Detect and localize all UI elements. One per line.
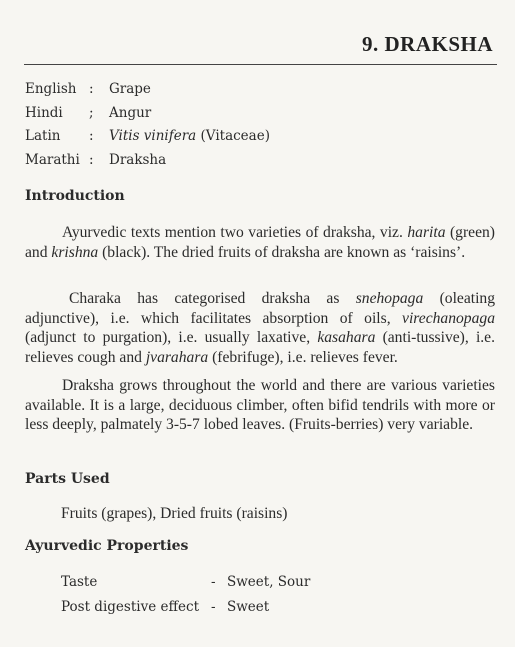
name-row-hindi bbox=[25, 102, 270, 126]
property-row-taste bbox=[61, 570, 310, 595]
name-value: Angur bbox=[109, 104, 152, 121]
property-row-post-digestive bbox=[61, 595, 310, 620]
term-krishna: krishna bbox=[51, 243, 99, 261]
name-value: Draksha bbox=[109, 151, 167, 168]
chapter-title: 9. DRAKSHA bbox=[361, 32, 493, 56]
property-label: Post digestive effect bbox=[61, 599, 200, 615]
term-kasahara: kasahara bbox=[317, 329, 376, 346]
lang-label: Marathi bbox=[25, 151, 80, 168]
separator: - bbox=[211, 574, 216, 590]
text-run: (green) and bbox=[25, 224, 496, 261]
property-label: Taste bbox=[61, 574, 98, 590]
heading-parts-used: Parts Used bbox=[25, 471, 110, 487]
lang-label: English bbox=[25, 81, 77, 97]
name-value bbox=[109, 125, 270, 149]
text-run: (febrifuge), i.e. relieves fever. bbox=[208, 348, 398, 366]
term-jvarahara: jvarahara bbox=[145, 348, 209, 366]
term-harita: harita bbox=[407, 224, 446, 241]
botanical-name: Vitis vinifera bbox=[109, 128, 197, 144]
text-run: Charaka has categorised draksha as bbox=[69, 290, 356, 307]
separator: : bbox=[89, 151, 94, 168]
intro-paragraph-3: Draksha grows throughout the world and there are various varieties available. It is a large, deciduous climber, often bifid tendrils with more or less deeply, palmately 3-5-7 lobed leaves. (Fruits-berries) very variable. bbox=[25, 377, 495, 433]
term-snehopaga: snehopaga bbox=[355, 290, 424, 307]
property-value: Sweet, Sour bbox=[227, 574, 311, 590]
name-row-english bbox=[25, 78, 270, 102]
separator: : bbox=[89, 81, 94, 97]
lang-label: Hindi bbox=[25, 104, 63, 121]
text-run: (adjunct to purgation), i.e. usually laxative, bbox=[25, 329, 318, 346]
properties-list bbox=[61, 570, 310, 620]
name-row-latin bbox=[25, 125, 270, 149]
separator: ; bbox=[89, 104, 94, 121]
text-run: (oleating adjunctive), i.e. which facilitates absorption of oils, bbox=[25, 290, 495, 327]
term-virechanopaga: virechanopaga bbox=[402, 309, 495, 327]
title-divider bbox=[24, 64, 497, 65]
lang-label: Latin bbox=[25, 128, 61, 144]
text-run: (anti-tussive), i.e. relieves cough and bbox=[25, 329, 495, 366]
parts-used-text: Fruits (grapes), Dried fruits (raisins) bbox=[61, 505, 288, 522]
family-name: (Vitaceae) bbox=[196, 128, 270, 144]
name-row-marathi bbox=[25, 149, 270, 173]
intro-paragraph-2 bbox=[25, 289, 495, 367]
property-value: Sweet bbox=[227, 599, 270, 615]
name-value: Grape bbox=[109, 81, 151, 97]
text-run: (black). The dried fruits of draksha are known as ‘raisins’. bbox=[98, 243, 466, 261]
separator: - bbox=[211, 599, 216, 615]
names-list bbox=[25, 78, 270, 172]
text-run: Ayurvedic texts mention two varieties of draksha, viz. bbox=[62, 224, 408, 241]
intro-paragraph-1 bbox=[25, 223, 495, 262]
heading-ayurvedic-properties: Ayurvedic Properties bbox=[25, 538, 189, 554]
heading-introduction: Introduction bbox=[25, 188, 125, 204]
separator: : bbox=[89, 128, 94, 144]
